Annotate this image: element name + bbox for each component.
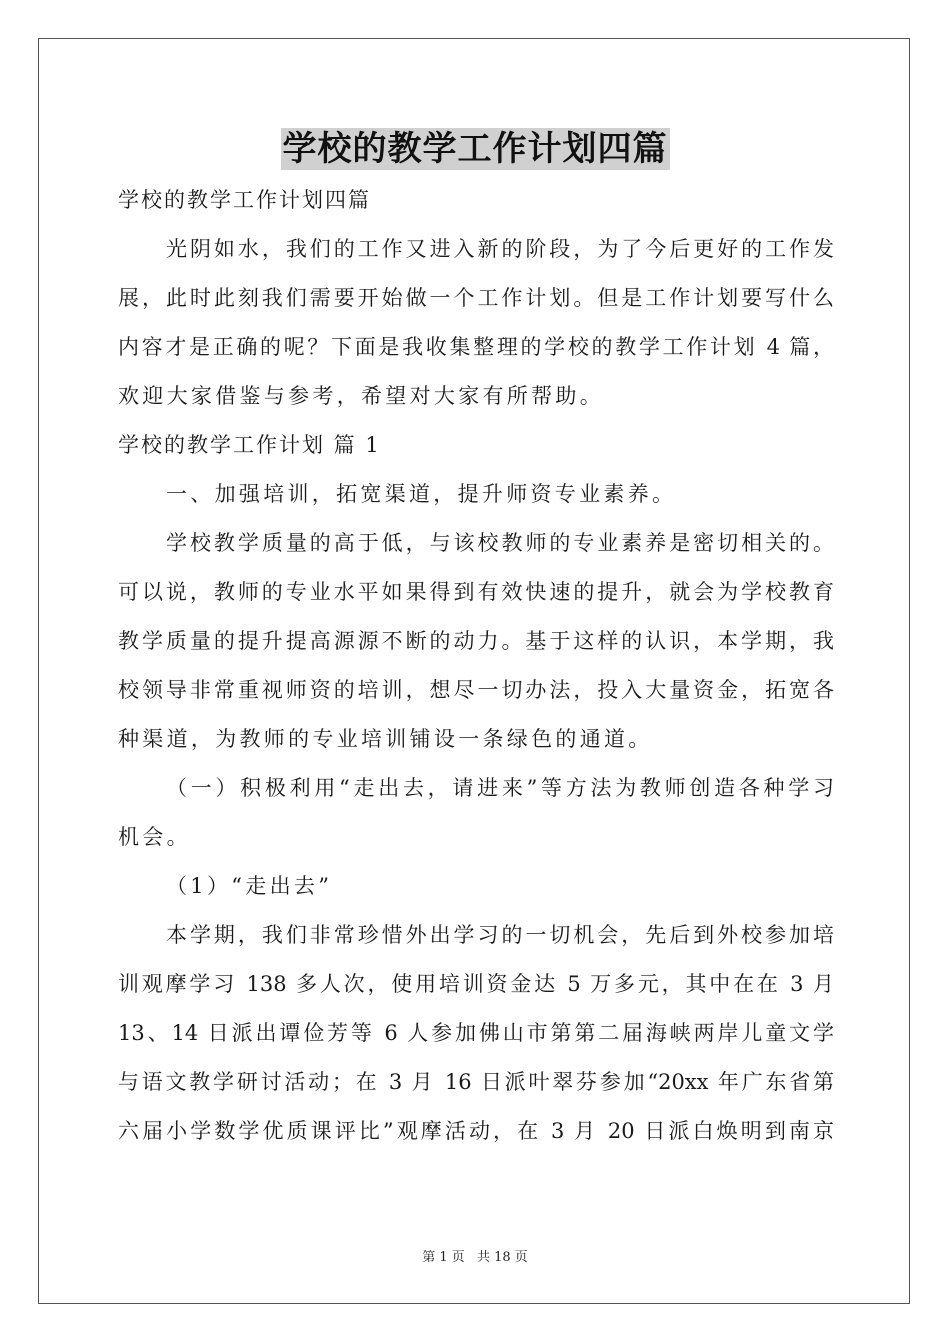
paragraph-line: 13、14 日派出谭俭芳等 6 人参加佛山市第第二届海峡两岸儿童文学 [118, 1021, 834, 1045]
paragraph-line: 光阴如水，我们的工作又进入新的阶段，为了今后更好的工作发 [166, 237, 834, 261]
paragraph-line: （1）“走出去” [166, 874, 333, 898]
page-footer [0, 1246, 950, 1265]
paragraph-line: 内容才是正确的呢？下面是我收集整理的学校的教学工作计划 4 篇， [118, 335, 834, 359]
document-body [118, 176, 834, 1156]
paragraph-line: 欢迎大家借鉴与参考，希望对大家有所帮助。 [118, 384, 604, 408]
title-wrap [0, 128, 950, 170]
paragraph-line: 六届小学数学优质课评比”观摩活动，在 3 月 20 日派白焕明到南京 [118, 1119, 834, 1143]
paragraph-line: 可以说，教师的专业水平如果得到有效快速的提升，就会为学校教育 [118, 580, 834, 604]
page-total: 共 18 页 [476, 1250, 528, 1265]
paragraph-line: 展，此时此刻我们需要开始做一个工作计划。但是工作计划要写什么 [118, 286, 834, 310]
paragraph-line: 训观摩学习 138 多人次，使用培训资金达 5 万多元，其中在在 3 月 [118, 972, 834, 996]
section-heading: 学校的教学工作计划 篇 1 [118, 433, 381, 457]
paragraph-line: 校领导非常重视师资的培训，想尽一切办法，投入大量资金，拓宽各 [118, 678, 834, 702]
paragraph-line: 机会。 [118, 825, 191, 849]
paragraph-line: （一）积极利用“走出去，请进来”等方法为教师创造各种学习 [166, 776, 834, 800]
paragraph-line: 一、加强培训，拓宽渠道，提升师资专业素养。 [166, 482, 677, 506]
document-title: 学校的教学工作计划四篇 [282, 129, 668, 169]
paragraph-line: 本学期，我们非常珍惜外出学习的一切机会，先后到外校参加培 [166, 923, 834, 947]
page-number: 第 1 页 [422, 1250, 465, 1265]
subtitle-line: 学校的教学工作计划四篇 [118, 188, 371, 212]
paragraph-line: 学校教学质量的高于低，与该校教师的专业素养是密切相关的。 [166, 531, 834, 555]
paragraph-line: 教学质量的提升提高源源不断的动力。基于这样的认识，本学期，我 [118, 629, 834, 653]
paragraph-line: 种渠道，为教师的专业培训铺设一条绿色的通道。 [118, 727, 653, 751]
paragraph-line: 与语文教学研讨活动；在 3 月 16 日派叶翠芬参加“20xx 年广东省第 [118, 1070, 834, 1094]
